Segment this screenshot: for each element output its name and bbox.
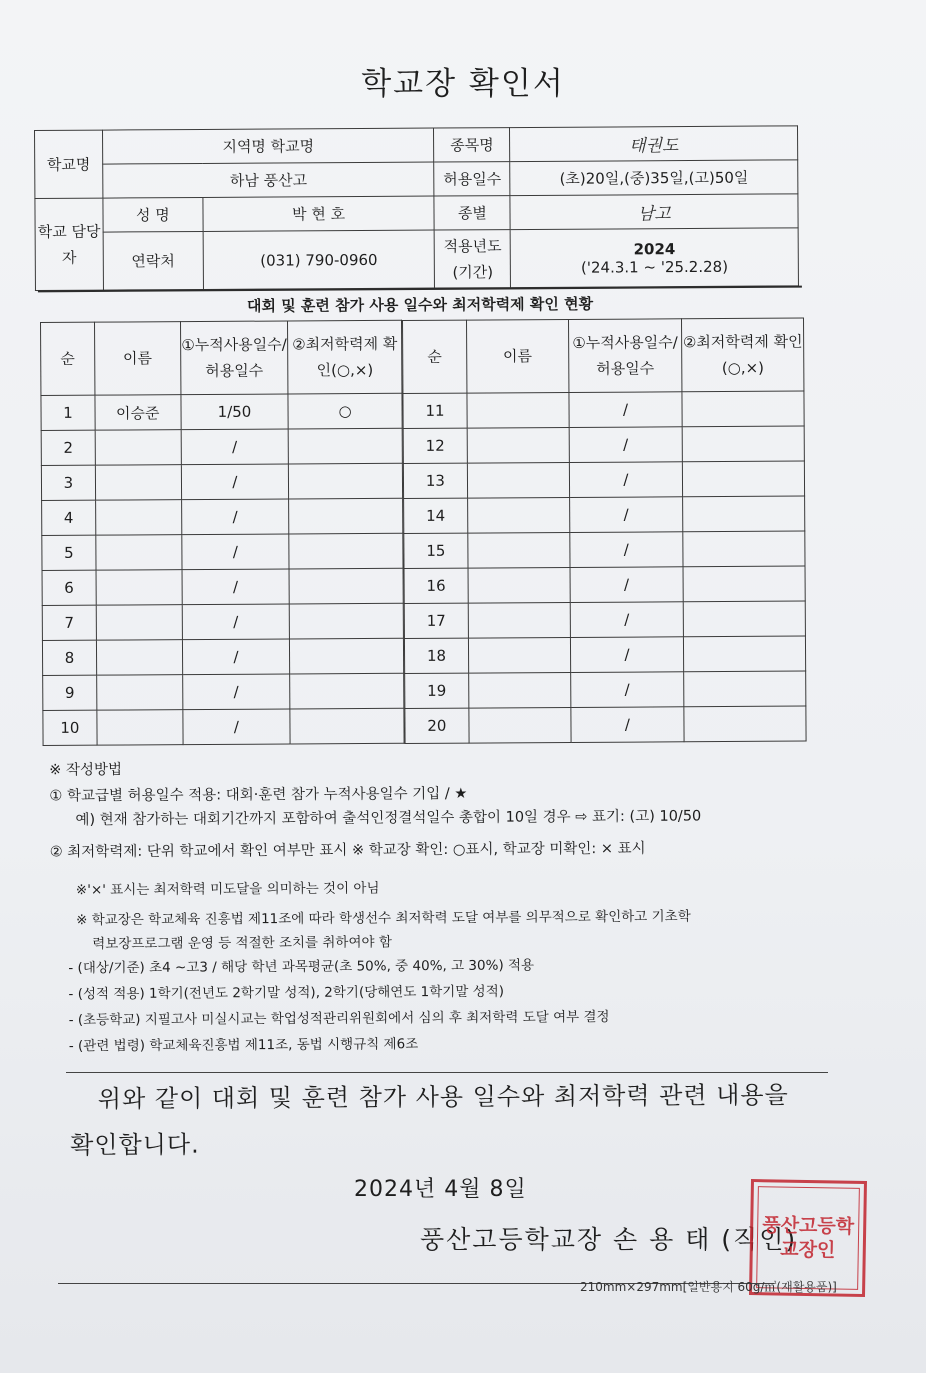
row-days: / <box>181 534 289 570</box>
year-label: 적용년도 (기간) <box>435 230 511 288</box>
table-row <box>404 531 805 568</box>
region-school-header: 지역명 학교명 <box>102 128 434 164</box>
row-number: 4 <box>42 500 96 535</box>
row-check <box>288 428 402 464</box>
row-name <box>467 497 569 533</box>
table-row <box>41 463 402 500</box>
row-number: 10 <box>43 710 97 745</box>
col-no-header: 순 <box>403 320 467 393</box>
row-days: / <box>182 569 290 605</box>
row-days: / <box>181 429 289 465</box>
row-number: 8 <box>42 640 96 675</box>
row-check <box>683 531 805 567</box>
row-name <box>96 535 182 571</box>
table-row <box>403 426 804 463</box>
row-number: 14 <box>404 498 468 533</box>
row-check <box>683 601 805 637</box>
note-4-cont: 력보장프로그램 운영 등 적절한 조치를 취하여야 함 <box>92 934 392 953</box>
period-value: ('24.3.1 ~ '25.2.28) <box>580 257 729 277</box>
row-number: 18 <box>404 638 468 673</box>
row-name <box>95 500 181 536</box>
table-row <box>404 566 805 603</box>
name-label: 성 명 <box>103 197 203 232</box>
note-1: ① 학교급별 허용일수 적용: 대회·훈련 참가 누적사용일수 기입 / ★ <box>49 785 468 805</box>
region-school-value: 하남 풍산고 <box>103 162 435 198</box>
row-name <box>468 602 570 638</box>
row-check <box>290 673 404 709</box>
note-1-example: 예) 현재 참가하는 대회기간까지 포함하여 출석인정결석일수 총합이 10일 경우 ⇨ 표기: (고) 10/50 <box>75 808 702 829</box>
table-row <box>42 533 403 570</box>
row-days: / <box>570 672 684 708</box>
table-row <box>403 461 804 498</box>
row-number: 1 <box>41 395 95 430</box>
document-title: 학교장 확인서 <box>361 66 565 102</box>
principal-signature: 풍산고등학교장 손 용 태 (직인) <box>420 1225 798 1254</box>
row-name <box>95 430 181 466</box>
row-check <box>290 638 404 674</box>
table-row <box>43 708 404 745</box>
row-days: / <box>569 462 683 498</box>
manager-label: 학교 담당자 <box>35 198 103 290</box>
table-row <box>41 428 402 465</box>
row-number: 15 <box>404 533 468 568</box>
note-4: ※ 학교장은 학교체육 진흥법 제11조에 따라 학생선수 최저학력 도달 여부를 의무적으로 확인하고 기초학 <box>76 908 691 929</box>
row-number: 13 <box>403 463 467 498</box>
event-label: 종목명 <box>434 128 510 162</box>
row-name <box>467 427 569 463</box>
row-name <box>97 710 183 746</box>
notes-heading: ※ 작성방법 <box>49 761 123 779</box>
section-title: 대회 및 훈련 참가 사용 일수와 최저학력제 확인 현황 <box>38 286 802 318</box>
row-number: 20 <box>405 708 469 743</box>
table-row <box>404 601 805 638</box>
row-number: 9 <box>43 675 97 710</box>
table-row <box>405 671 806 708</box>
seal-text: 풍산고등학교장인 <box>756 1186 860 1290</box>
row-days: / <box>182 604 290 640</box>
type-label: 종별 <box>434 196 510 230</box>
row-days: / <box>181 464 289 500</box>
row-number: 5 <box>42 535 96 570</box>
participation-table-right <box>402 318 807 744</box>
table-row <box>42 568 403 605</box>
confirm-line-2: 확인합니다. <box>70 1130 200 1160</box>
col-no-header: 순 <box>41 322 95 395</box>
issue-date: 2024년 4월 8일 <box>354 1177 527 1202</box>
row-name <box>468 532 570 568</box>
col-days-header: ①누적사용일수/허용일수 <box>568 319 682 393</box>
row-name <box>468 637 570 673</box>
confirm-line-1: 위와 같이 대회 및 훈련 참가 사용 일수와 최저학력 관련 내용을 <box>97 1080 789 1114</box>
row-days: / <box>182 709 290 745</box>
row-check: ○ <box>288 393 402 429</box>
row-name <box>96 640 182 676</box>
table-row <box>43 673 404 710</box>
table-row <box>405 706 806 743</box>
row-check <box>289 463 403 499</box>
table-row <box>403 391 804 428</box>
contact-value: (031) 790-0960 <box>203 230 435 289</box>
table-row <box>42 638 403 675</box>
row-days: / <box>569 427 683 463</box>
row-number: 17 <box>404 603 468 638</box>
year-value: 2024 <box>633 239 676 258</box>
note-2: ② 최저학력제: 단위 학교에서 확인 여부만 표시 ※ 학교장 확인: ○표시, 학교장 미확인: × 표시 <box>49 840 646 861</box>
name-value: 박 현 호 <box>203 196 435 231</box>
paper-spec-footer: 210mm×297mm[일반용지 60g/㎡(재활용품)] <box>580 1280 837 1294</box>
col-name-header: 이름 <box>466 319 568 393</box>
table-row <box>41 393 402 430</box>
col-check-header: ②최저학력제 확인(○,×) <box>288 320 402 394</box>
instructions <box>49 756 841 1057</box>
row-check <box>289 603 403 639</box>
allowed-days-value: (초)20일,(중)35일,(고)50일 <box>510 160 798 196</box>
row-days: / <box>569 532 683 568</box>
table-row <box>42 603 403 640</box>
table-row <box>404 496 805 533</box>
row-days: / <box>570 637 684 673</box>
note-6: - (성적 적용) 1학기(전년도 2학기말 성적), 2학기(당해연도 1학기말 성적) <box>68 983 505 1003</box>
row-name <box>469 672 571 708</box>
row-name <box>95 465 181 501</box>
col-check-header: ②최저학력제 확인(○,×) <box>682 318 804 392</box>
row-check <box>682 426 804 462</box>
row-number: 19 <box>405 673 469 708</box>
row-check <box>290 708 404 744</box>
row-number: 12 <box>403 428 467 463</box>
row-check <box>683 461 805 497</box>
school-info-table <box>34 125 799 291</box>
row-days: / <box>182 674 290 710</box>
table-row <box>404 636 805 673</box>
row-name <box>468 567 570 603</box>
table-row <box>42 498 403 535</box>
allowed-days-label: 허용일수 <box>434 162 510 196</box>
note-8: - (관련 법령) 학교체육진흥법 제11조, 동법 시행규칙 제6조 <box>68 1036 419 1055</box>
row-days: / <box>182 639 290 675</box>
row-days: / <box>570 567 684 603</box>
row-days: / <box>568 392 682 428</box>
confirmation-text <box>70 1072 831 1169</box>
row-days: / <box>570 602 684 638</box>
row-name <box>467 462 569 498</box>
school-label: 학교명 <box>35 130 103 198</box>
contact-label: 연락처 <box>103 231 203 290</box>
row-name <box>97 675 183 711</box>
row-check <box>684 636 806 672</box>
row-number: 3 <box>41 465 95 500</box>
row-number: 16 <box>404 568 468 603</box>
row-days: / <box>570 707 684 743</box>
row-name: 이승준 <box>95 395 181 431</box>
note-7: - (초등학교) 지필고사 미실시교는 학업성적관리위원회에서 심의 후 최저학력 도달 여부 결정 <box>68 1008 610 1029</box>
row-check <box>683 566 805 602</box>
row-check <box>684 706 806 742</box>
row-number: 11 <box>403 393 467 428</box>
participation-table-left <box>40 320 405 746</box>
row-check <box>684 671 806 707</box>
row-name <box>96 605 182 641</box>
type-value: 남고 <box>510 194 798 230</box>
row-check <box>289 498 403 534</box>
note-5: - (대상/기준) 초4 ~고3 / 해당 학년 과목평균(초 50%, 중 40%, 고 30%) 적용 <box>68 957 535 977</box>
col-days-header: ①누적사용일수/허용일수 <box>180 321 288 395</box>
row-check <box>289 533 403 569</box>
row-check <box>683 496 805 532</box>
row-name <box>469 707 571 743</box>
row-name <box>467 392 569 428</box>
row-days: 1/50 <box>181 394 289 430</box>
note-3: ※'×' 표시는 최저학력 미도달을 의미하는 것이 아님 <box>75 880 380 899</box>
row-check <box>682 391 804 427</box>
row-check <box>289 568 403 604</box>
row-days: / <box>181 499 289 535</box>
event-value: 태권도 <box>510 126 798 162</box>
row-number: 2 <box>41 430 95 465</box>
row-name <box>96 570 182 606</box>
row-number: 7 <box>42 605 96 640</box>
row-number: 6 <box>42 570 96 605</box>
col-name-header: 이름 <box>94 322 180 396</box>
row-days: / <box>569 497 683 533</box>
year-cell <box>510 228 798 288</box>
